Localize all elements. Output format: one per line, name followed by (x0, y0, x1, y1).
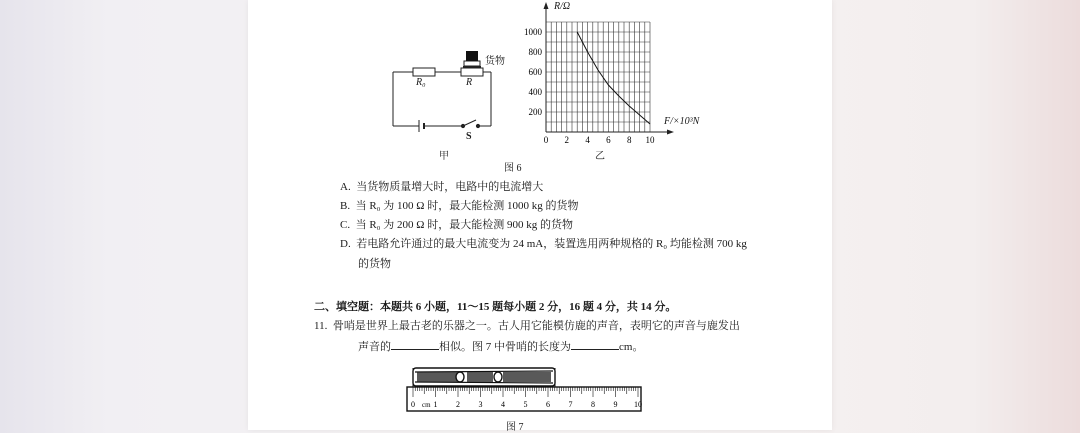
ruler-number: 0 (411, 400, 415, 409)
fig6-caption: 图 6 (504, 163, 522, 174)
y-tick-label: 800 (528, 47, 542, 57)
x-axis-label: F/×10³N (664, 116, 700, 127)
question-number: 11. (314, 320, 328, 332)
cargo-block (466, 51, 478, 61)
y-tick-label: 1000 (524, 27, 542, 37)
x-tick-label: 10 (645, 135, 655, 145)
bone-whistle (413, 368, 555, 388)
cargo-label: 货物 (485, 56, 505, 67)
ruler-number: 7 (568, 400, 573, 409)
y-tick-label: 200 (528, 107, 542, 117)
ruler-number: 6 (546, 400, 550, 409)
ruler-figure (403, 360, 648, 415)
graph-caption: 乙 (595, 151, 605, 162)
x-tick-label: 8 (626, 135, 632, 145)
y-tick-label: 600 (528, 67, 542, 77)
exam-page (248, 0, 832, 433)
y-axis-label: R/Ω (554, 1, 571, 12)
ruler-number: 2 (456, 400, 460, 409)
option-b: B. 当 R₀ 为 100 Ω 时，最大能检测 1000 kg 的货物 (340, 200, 579, 212)
x-tick-label: 0 (543, 135, 549, 145)
answer-blank-1[interactable] (391, 339, 439, 350)
r-label: R (466, 77, 473, 88)
switch-label: S (466, 131, 472, 142)
r0-resistor (413, 68, 435, 76)
y-axis-arrow (544, 2, 549, 9)
section-title: 二、填空题：本题共 6 小题，11～15 题每小题 2 分，16 题 4 分，共 14 分。 (314, 301, 677, 313)
question-11-line2: 声音的 相似。图 7 中骨哨的长度为 cm。 (358, 341, 644, 353)
ruler-number: 10 (634, 400, 642, 409)
option-c: C. 当 R₀ 为 200 Ω 时，最大能检测 900 kg 的货物 (340, 219, 573, 231)
r-sensor (461, 68, 483, 76)
ruler-unit: cm (422, 401, 431, 409)
y-tick-label: 400 (528, 87, 542, 97)
resistance-force-graph (516, 0, 716, 160)
x-tick-label: 2 (564, 135, 570, 145)
ruler-number: 5 (523, 400, 528, 409)
ruler-number: 3 (478, 400, 483, 409)
ruler-number: 9 (613, 400, 618, 409)
x-axis-arrow (667, 130, 674, 135)
ruler-number: 8 (591, 400, 595, 409)
option-a: A. 当货物质量增大时，电路中的电流增大 (340, 181, 544, 193)
ruler-number: 4 (501, 400, 505, 409)
ruler-number: 1 (433, 400, 438, 409)
circuit-caption: 甲 (439, 151, 449, 162)
x-tick-label: 4 (585, 135, 590, 145)
fig7-caption: 图 7 (506, 422, 524, 433)
option-d: D. 若电路允许通过的最大电流变为 24 mA，装置选用两种规格的 R₀ 均能检测 700 kg (340, 238, 747, 250)
switch-blade (463, 120, 476, 126)
answer-blank-2[interactable] (571, 339, 619, 350)
option-d-continued: 的货物 (358, 258, 391, 270)
question-11-line1: 11. 骨哨是世界上最古老的乐器之一。古人用它能模仿鹿的声音，表明它的声音与鹿发出 (314, 320, 740, 332)
x-tick-label: 6 (606, 135, 611, 145)
r0-label: R₀ (416, 77, 426, 88)
